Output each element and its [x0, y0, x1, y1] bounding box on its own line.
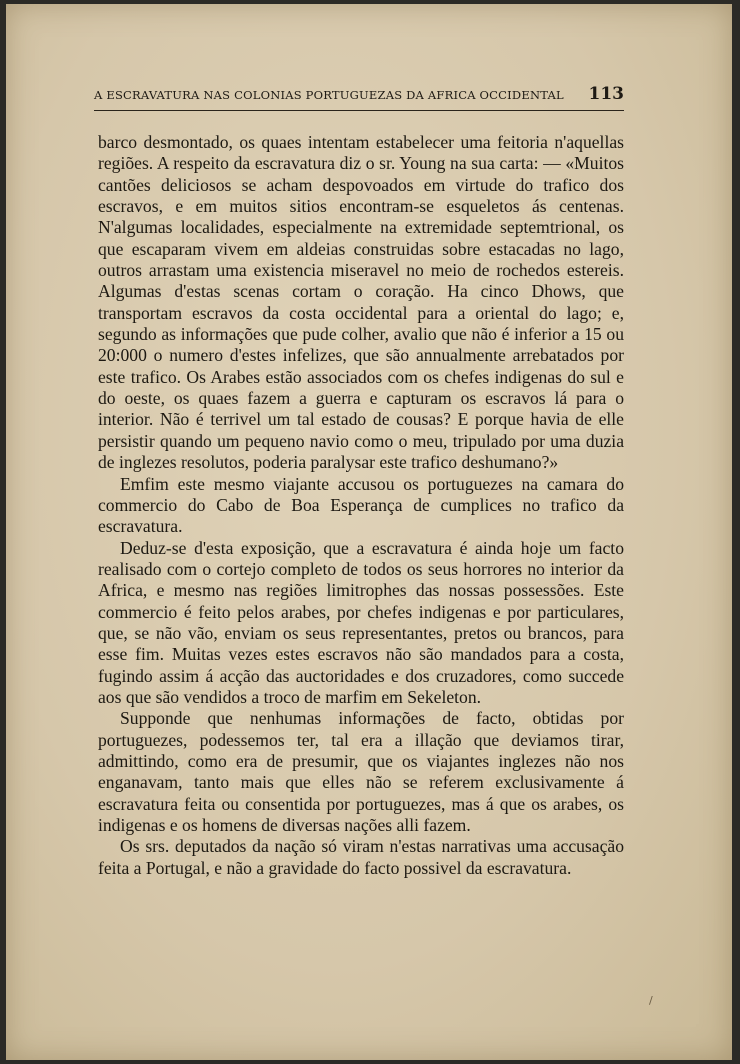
paragraph: Emfim este mesmo viajante accusou os portuguezes na camara do commercio do Cabo de Boa Esperança de cumplices no trafico da escravatura.	[98, 473, 624, 537]
running-title: A ESCRAVATURA NAS COLONIAS PORTUGUEZAS DA AFRICA OCCIDENTAL	[94, 88, 564, 102]
paragraph: Deduz-se d'esta exposição, que a escravatura é ainda hoje um facto realisado com o cortejo completo de todos os seus horrores no interior da Africa, e mesmo nas regiões limitrophes das nossas possessões. Este commercio é feito pelos arabes, por chefes indigenas e por particulares, que, se não vão, enviam os seus representantes, pretos ou brancos, para esse fim. Muitas vezes estes escravos não são mandados para a costa, fugindo assim á acção das auctoridades e dos cruzadores, como succede aos que são vendidos a troco de marfim em Sekeleton.	[98, 537, 624, 707]
header-rule	[94, 110, 624, 111]
page-number: 113	[588, 84, 624, 104]
stray-ink-mark: /	[649, 994, 653, 1007]
page-header	[94, 84, 624, 106]
paragraph-continued: barco desmontado, os quaes intentam estabelecer uma feitoria n'aquellas regiões. A respeito da escravatura diz o sr. Young na sua carta: — «Muitos cantões deliciosos se acham despovoados em virtude do trafico dos escravos, e em muitos sitios encontram-se esqueletos ás centenas. N'algumas localidades, especialmente na extremidade septemtrional, os que escaparam vivem em aldeias construidas sobre estacadas no lago, outros arrastam uma existencia miseravel no meio de rochedos estereis. Algumas d'estas scenas cortam o coração. Ha cinco Dhows, que transportam escravos da costa occidental para a oriental do lago; e, segundo as informações que pude colher, avalio que não é inferior a 15 ou 20:000 o numero d'estes infelizes, que são annualmente arrebatados por este trafico. Os Arabes estão associados com os chefes indigenas do sul e do oeste, os quaes fazem a guerra e capturam os escravos lá para o interior. Não é terrivel um tal estado de cousas? E porque havia de elle persistir quando um pequeno navio como o meu, tripulado por uma duzia de inglezes resolutos, poderia paralysar este trafico deshumano?»	[98, 132, 624, 473]
book-page	[6, 4, 732, 1060]
body-text	[98, 132, 624, 879]
paragraph: Supponde que nenhumas informações de facto, obtidas por portuguezes, podessemos ter, tal era a illação que deviamos tirar, admittindo, como era de presumir, que os viajantes inglezes não nos enganavam, tanto mais que elles não se referem exclusivamente á escravatura feita ou consentida por portuguezes, mas á que os arabes, os indigenas e os homens de diversas nações alli fazem.	[98, 708, 624, 835]
paragraph: Os srs. deputados da nação só viram n'estas narrativas uma accusação feita a Portugal, e não a gravidade do facto possivel da escravatura.	[98, 836, 624, 878]
